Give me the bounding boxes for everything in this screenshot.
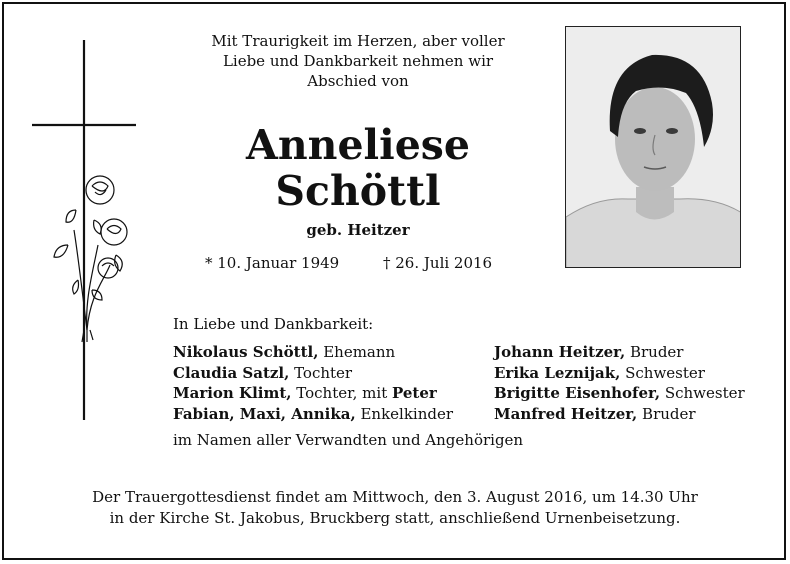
birth-name: geb. Heitzer <box>306 221 410 239</box>
intro-line-1: Mit Traurigkeit im Herzen, aber voller <box>211 32 505 50</box>
cross-with-roses-icon <box>32 40 142 420</box>
mourner-entry <box>494 383 745 404</box>
service-line-2: in der Kirche St. Jakobus, Bruckberg statt, anschließend Urnenbeisetzung. <box>109 509 681 527</box>
mourners-heading: In Liebe und Dankbarkeit: <box>173 315 374 333</box>
mourner-name: Erika Leznijak, <box>494 363 621 382</box>
mourner-entry <box>494 342 745 363</box>
mourners-left-column <box>173 342 453 424</box>
mourner-entry <box>494 363 745 384</box>
mourner-name-extra: Peter <box>392 384 437 402</box>
mourner-entry <box>173 404 453 425</box>
mourner-relation: Bruder <box>625 343 684 361</box>
mourner-entry <box>494 404 745 425</box>
mourner-relation: Schwester <box>620 363 705 382</box>
mourner-entry <box>173 383 453 404</box>
service-info <box>40 487 750 529</box>
mourner-name: Claudia Satzl, <box>173 363 290 382</box>
deceased-first-name: Anneliese <box>246 121 470 169</box>
mourner-name: Manfred Heitzer, <box>494 404 638 423</box>
closing-line: im Namen aller Verwandten und Angehörigen <box>173 431 524 449</box>
intro-text <box>178 31 538 91</box>
mourner-entry <box>173 363 453 384</box>
mourner-relation: Bruder <box>637 404 696 423</box>
deceased-last-name: Schöttl <box>275 167 441 215</box>
mourner-name: Nikolaus Schöttl, <box>173 343 319 361</box>
mourners-right-column <box>494 342 745 424</box>
service-line-1: Der Trauergottesdienst findet am Mittwoch, den 3. August 2016, um 14.30 Uhr <box>92 488 698 506</box>
birth-date: * 10. Januar 1949 <box>205 254 340 272</box>
mourner-relation: Enkelkinder <box>355 404 454 423</box>
death-date: † 26. Juli 2016 <box>383 254 493 272</box>
intro-line-2: Liebe und Dankbarkeit nehmen wir <box>222 52 494 70</box>
mourner-relation: Schwester <box>660 384 745 402</box>
mourner-relation: Tochter <box>289 363 353 382</box>
mourner-name: Johann Heitzer, <box>494 343 626 361</box>
mourner-relation: Tochter, mit <box>291 384 392 402</box>
mourner-name: Fabian, Maxi, Annika, <box>173 404 356 423</box>
mourner-name: Marion Klimt, <box>173 384 292 402</box>
intro-line-3: Abschied von <box>307 72 409 90</box>
mourner-entry <box>173 342 453 363</box>
mourner-name: Brigitte Eisenhofer, <box>494 384 661 402</box>
mourner-relation: Ehemann <box>318 343 396 361</box>
portrait-photo <box>565 26 741 268</box>
